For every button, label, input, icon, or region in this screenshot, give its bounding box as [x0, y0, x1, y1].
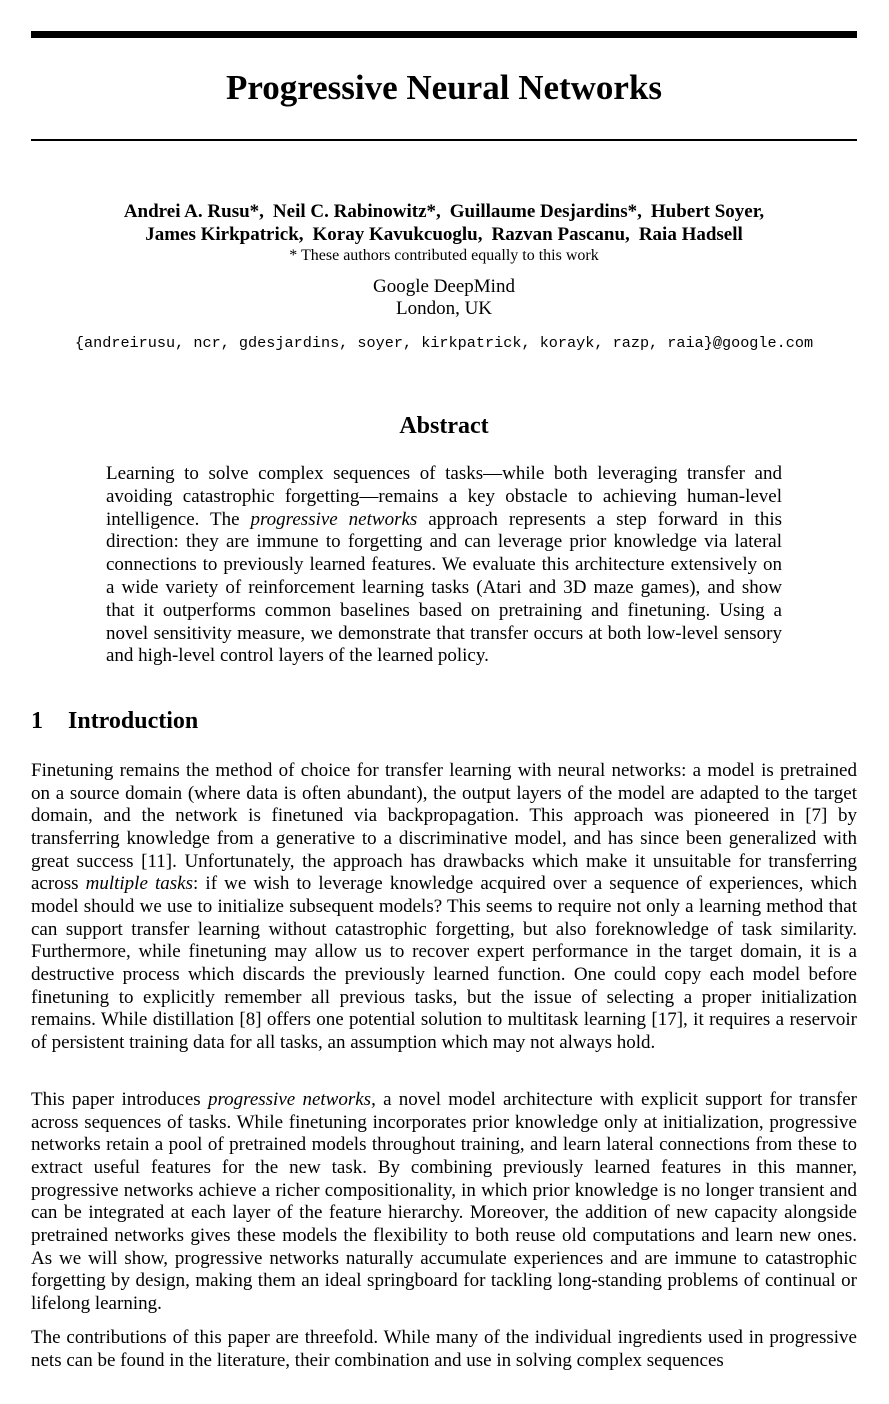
abstract-text: Learning to solve complex sequences of tasks—while both leveraging transfer and avoiding catastrophic forgetting—remains a key obstacle to achieving human-level intelligence. The progressive networks approach represents a step forward in this direction: they are immune to forgetting and can leverage prior knowledge via lateral connections to previously learned features. We evaluate this architecture extensively on a wide variety of reinforcement learning tasks (Atari and 3D maze games), and show that it outperforms common baselines based on pretraining and finetuning. Using a novel sensitivity measure, we demonstrate that transfer occurs at both low-level sensory and high-level control layers of the learned policy. [106, 463, 782, 667]
section-heading-introduction [31, 706, 198, 736]
author-name: Raia Hadsell [638, 224, 743, 245]
author-list [31, 200, 857, 246]
affiliation: Google DeepMind [373, 276, 515, 297]
author-name: Andrei A. Rusu*, [123, 201, 264, 222]
intro-paragraph-2: This paper introduces progressive networks, a novel model architecture with explicit support for transfer across sequences of tasks. While finetuning incorporates prior knowledge only at initialization, progressive networks retain a pool of pretrained models throughout training, and learn lateral connections from these to extract useful features for the new task. By combining previously learned features in this manner, progressive networks achieve a richer compositionality, in which prior knowledge is no longer transient and can be integrated at each layer of the feature hierarchy. Moreover, the addition of new capacity alongside pretrained networks gives these models the flexibility to both reuse old computations and learn new ones. As we will show, progressive networks naturally accumulate experiences and are immune to catastrophic forgetting by design, making them an ideal springboard for tackling long-standing problems of continual or lifelong learning. [31, 1089, 857, 1314]
author-name: Hubert Soyer, [650, 201, 765, 222]
section-number: 1 [31, 708, 43, 734]
title-bottom-rule [31, 139, 857, 141]
author-line-2 [31, 223, 857, 246]
author-name: Koray Kavukcuoglu, [312, 224, 483, 245]
equal-contribution-note: * These authors contributed equally to this work [289, 247, 599, 264]
author-name: Guillaume Desjardins*, [449, 201, 642, 222]
affiliation-block [31, 276, 857, 320]
author-name: James Kirkpatrick, [145, 224, 304, 245]
paper-title: Progressive Neural Networks [225, 68, 663, 107]
author-name: Neil C. Rabinowitz*, [272, 201, 441, 222]
location: London, UK [395, 298, 493, 319]
title-top-rule [31, 31, 857, 38]
author-emails: {andreirusu, ncr, gdesjardins, soyer, kirkpatrick, korayk, razp, raia}@google.com [74, 334, 814, 352]
section-title: Introduction [68, 708, 199, 734]
intro-paragraph-3: The contributions of this paper are threefold. While many of the individual ingredients used in progressive nets can be found in the literature, their combination and use in solving complex sequences [31, 1327, 857, 1371]
intro-paragraph-1: Finetuning remains the method of choice for transfer learning with neural networks: a model is pretrained on a source domain (where data is often abundant), the output layers of the model are adapted to the target domain, and the network is finetuned via backpropagation. This approach was pioneered in [7] by transferring knowledge from a generative to a discriminative model, and has since been generalized with great success [11]. Unfortunately, the approach has drawbacks which make it unsuitable for transferring across multiple tasks: if we wish to leverage knowledge acquired over a sequence of experiences, which model should we use to initialize subsequent models? This seems to require not only a learning method that can support transfer learning without catastrophic forgetting, but also foreknowledge of task similarity. Furthermore, while finetuning may allow us to recover expert performance in the target domain, it is a destructive process which discards the previously learned function. One could copy each model before finetuning to explicitly remember all previous tasks, but the issue of selecting a proper initialization remains. While distillation [8] offers one potential solution to multitask learning [17], it requires a reservoir of persistent training data for all tasks, an assumption which may not always hold. [31, 760, 857, 1053]
emphasis: progressive networks [250, 508, 418, 530]
emphasis: progressive networks [207, 1089, 372, 1110]
author-name: Razvan Pascanu, [491, 224, 630, 245]
author-line-1 [31, 200, 857, 223]
abstract-heading: Abstract [399, 413, 489, 439]
emphasis: multiple tasks [85, 873, 194, 895]
